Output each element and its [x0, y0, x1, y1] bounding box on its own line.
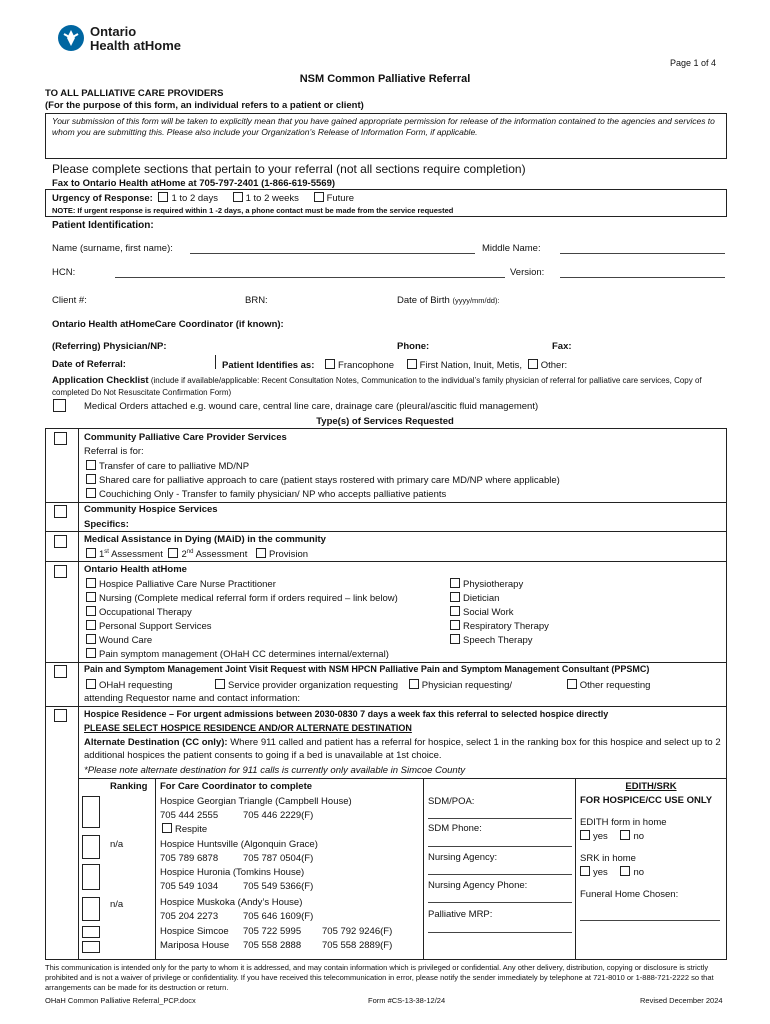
ohah-left-5[interactable]: Wound Care	[86, 634, 152, 646]
edith-sub: FOR HOSPICE/CC USE ONLY	[580, 795, 713, 806]
checkbox-icon[interactable]	[86, 634, 96, 644]
rank-box-6[interactable]	[82, 941, 100, 953]
checkbox-icon[interactable]	[580, 866, 590, 876]
logo-line2: Health atHome	[90, 38, 182, 53]
checkbox-icon[interactable]	[86, 460, 96, 470]
page-number: Page 1 of 4	[670, 58, 717, 68]
checkbox-icon[interactable]	[168, 548, 178, 558]
row-line	[45, 662, 727, 663]
identifies-other[interactable]: Other:	[528, 360, 567, 371]
checkbox-icon[interactable]	[450, 578, 460, 588]
physician-label: (Referring) Physician/NP:	[52, 341, 167, 352]
hcn-label: HCN:	[52, 267, 76, 278]
ohah-right-1[interactable]: Physiotherapy	[450, 578, 523, 590]
psm-ohah[interactable]: OHaH requesting	[86, 680, 172, 691]
edith-label: EDITH form in home	[580, 817, 667, 828]
dob-label: Date of Birth (yyyy/mm/dd):	[397, 295, 500, 306]
checkbox-icon[interactable]	[233, 192, 243, 202]
pc-option-2[interactable]: Shared care for palliative approach to care (patient stays rostered with primary care MD/NP where applicable)	[86, 474, 560, 486]
middle-label: Middle Name:	[482, 243, 541, 254]
logo-line1: Ontario	[90, 24, 137, 39]
checkbox-icon[interactable]	[407, 359, 417, 369]
hospice-2-fax: 705 787 0504(F)	[243, 853, 314, 864]
name-field[interactable]	[190, 253, 475, 254]
hospice-4-fax: 705 646 1609(F)	[243, 911, 314, 922]
hospice-4-name: Hospice Muskoka (Andy’s House)	[160, 897, 303, 908]
checkbox-icon[interactable]	[325, 359, 335, 369]
mariposa-phone: 705 558 2888	[243, 940, 302, 951]
mrp-label: Palliative MRP:	[428, 909, 493, 920]
edith-no[interactable]: no	[620, 831, 644, 842]
form-title: NSM Common Palliative Referral	[299, 73, 471, 85]
rank-na-4: n/a	[110, 899, 124, 910]
urgency-future[interactable]: Future	[314, 193, 354, 204]
nursing-agency-label: Nursing Agency:	[428, 852, 498, 863]
identifies-row: Patient Identifies as: Francophone First Nation, Inuit, Metis, Other:	[222, 360, 568, 371]
confidential-notice: This communication is intended only for the party to whom it is addressed, and may contain information which is privileged or confidential. Any other delivery, distribution, copying or disclosure is strictly prohibited and is not a waiver of privilege or confidentiality. If you have received this telecommunication in error, please notify the sender immediately by telephone at 721-8010 or 1-888-721-2222 so that arrangements can be made for its destruction or return.	[45, 963, 714, 992]
nursing-phone-label: Nursing Agency Phone:	[428, 880, 528, 891]
divider	[215, 355, 216, 369]
rank-box-4[interactable]	[82, 897, 100, 921]
footer-revised: Revised December 2024	[640, 996, 723, 1005]
hospice-3-name: Hospice Huronia (Tomkins House)	[160, 867, 305, 878]
maid-second-assessment[interactable]: 2nd Assessment	[168, 549, 247, 560]
ohah-pain[interactable]: Pain symptom management (OHaH CC determines internal/external)	[86, 648, 389, 660]
referral-for: Referral is for:	[84, 446, 144, 457]
hospice-1-name: Hospice Georgian Triangle (Campbell House)	[160, 796, 352, 807]
row-line	[45, 706, 727, 707]
psm-title: Pain and Symptom Management Joint Visit Request with NSM HPCN Palliative Pain and Symptom Management Consultant (PPSMC)	[84, 664, 650, 674]
hospice-specifics: Specifics:	[84, 519, 129, 530]
ohah-left-2[interactable]: Nursing (Complete medical referral form if orders required – link below)	[86, 592, 398, 604]
psm-options	[86, 679, 650, 691]
funeral-field[interactable]	[580, 920, 720, 921]
phone-label: Phone:	[397, 341, 430, 352]
residence-alt: Alternate Destination (CC only): Where 911 called and patient has a referral for hospice, select 1 in the ranking box for this hospice and select up to 2 additional hospices the patient consents to going if a bed is unavailable at 1st choice.	[84, 737, 721, 761]
medical-orders-checkbox[interactable]	[53, 399, 66, 412]
checkbox-icon[interactable]	[86, 620, 96, 630]
nursing-phone-field[interactable]	[428, 902, 572, 903]
sdm-phone-field[interactable]	[428, 846, 572, 847]
maid-first-assessment[interactable]: 1st Assessment	[86, 549, 163, 560]
hospice-2-name: Hospice Huntsville (Algonquin Grace)	[160, 839, 318, 850]
checkbox-icon[interactable]	[620, 830, 630, 840]
coordinator-label: Ontario Health atHomeCare Coordinator (if known):	[52, 319, 284, 330]
name-label: Name (surname, first name):	[52, 243, 173, 254]
date-referral-label: Date of Referral:	[52, 359, 126, 370]
community-pc-title: Community Palliative Care Provider Services	[84, 432, 287, 443]
services-heading: Type(s) of Services Requested	[316, 416, 454, 427]
hospice-2-phone: 705 789 6878	[160, 853, 219, 864]
simcoe-phone: 705 722 5995	[243, 926, 302, 937]
checkbox-icon[interactable]	[86, 488, 96, 498]
rank-box-2[interactable]	[82, 835, 100, 859]
checkbox-icon[interactable]	[86, 679, 96, 689]
consent-text: Your submission of this form will be taken to explicitly mean that you have gained appropriate permission for release of the information contained to the agencies and services to whom you are submitting this. Please also include your Organization’s Release of Information Form, if applicable.	[52, 116, 715, 138]
coordinator-complete: For Care Coordinator to complete	[160, 781, 313, 792]
hospice-4-phone: 705 204 2273	[160, 911, 219, 922]
residence-note: *Please note alternate destination for 911 calls is currently only available in Simcoe County	[84, 765, 466, 776]
checkbox-icon[interactable]	[567, 679, 577, 689]
checkbox-icon[interactable]	[86, 474, 96, 484]
ohah-left-1[interactable]: Hospice Palliative Care Nurse Practitioner	[86, 578, 276, 590]
edith-yes[interactable]: yes	[580, 831, 608, 842]
urgency-1-2-weeks[interactable]: 1 to 2 weeks	[233, 193, 299, 204]
row-line	[45, 561, 727, 562]
funeral-label: Funeral Home Chosen:	[580, 889, 679, 900]
residence-select: PLEASE SELECT HOSPICE RESIDENCE AND/OR ALTERNATE DESTINATION	[84, 723, 412, 733]
rank-box-5[interactable]	[82, 926, 100, 938]
grid-divider	[155, 778, 156, 960]
middle-field[interactable]	[560, 253, 725, 254]
sdm-phone-label: SDM Phone:	[428, 823, 482, 834]
checkbox-icon[interactable]	[256, 548, 266, 558]
checkbox-icon[interactable]	[450, 634, 460, 644]
simcoe-fax: 705 792 9246(F)	[322, 926, 393, 937]
grid-divider	[575, 778, 576, 960]
checkbox-icon[interactable]	[450, 606, 460, 616]
checkbox-icon[interactable]	[620, 866, 630, 876]
checklist: Application Checklist (include if available/applicable: Recent Consultation Notes, Communication to the individual’s family physician of referral for palliative care services, Copy of completed Do Not Resuscitate Confirmation Form)	[52, 375, 702, 398]
row-line	[45, 531, 727, 532]
urgency-1-2-days[interactable]: 1 to 2 days	[158, 193, 217, 204]
footer-file: OHaH Common Palliative Referral_PCP.docx	[45, 996, 196, 1005]
pc-option-3[interactable]: Couchiching Only - Transfer to family physician/ NP who accepts palliative patients	[86, 488, 446, 500]
checkbox-icon[interactable]	[86, 548, 96, 558]
ranking-header: Ranking	[110, 781, 148, 792]
sdm-poa-field[interactable]	[428, 818, 572, 819]
hospice-1-phone: 705 444 2555	[160, 810, 219, 821]
checkbox-icon[interactable]	[86, 592, 96, 602]
identifies-francophone[interactable]: Francophone	[325, 360, 394, 371]
row-line	[45, 502, 727, 503]
ohah-right-2[interactable]: Dietician	[450, 592, 499, 604]
ohah-title: Ontario Health atHome	[84, 564, 187, 575]
identifies-fnim[interactable]: First Nation, Inuit, Metis,	[407, 360, 522, 371]
pc-option-1[interactable]: Transfer of care to palliative MD/NP	[86, 460, 249, 472]
client-label: Client #:	[52, 295, 87, 306]
maid-provision[interactable]: Provision	[256, 549, 308, 560]
ohah-right-4[interactable]: Respiratory Therapy	[450, 620, 549, 632]
footer-form: Form #CS-13-38-12/24	[368, 996, 446, 1005]
srk-options	[580, 866, 644, 878]
simcoe-name: Hospice Simcoe	[160, 926, 229, 937]
hospice-services-title: Community Hospice Services	[84, 504, 218, 515]
rank-box-1[interactable]	[82, 796, 100, 828]
sdm-poa-label: SDM/POA:	[428, 796, 475, 807]
srk-label: SRK in home	[580, 853, 636, 864]
psm-checkbox[interactable]	[54, 665, 67, 678]
checkbox-icon[interactable]	[162, 823, 172, 833]
hospice-services-checkbox[interactable]	[54, 505, 67, 518]
community-pc-checkbox[interactable]	[54, 432, 67, 445]
table-divider	[78, 428, 79, 960]
psm-physician[interactable]: Physician requesting/	[409, 680, 512, 691]
brn-label: BRN:	[245, 295, 268, 306]
checkbox-icon[interactable]	[86, 606, 96, 616]
checkbox-icon[interactable]	[580, 830, 590, 840]
checkbox-icon[interactable]	[158, 192, 168, 202]
logo	[57, 24, 197, 54]
urgency-label: Urgency of Response:	[52, 193, 153, 204]
hcn-field[interactable]	[115, 277, 505, 278]
ohah-checkbox[interactable]	[54, 565, 67, 578]
ohah-right-3[interactable]: Social Work	[450, 606, 514, 618]
maid-options	[86, 548, 308, 560]
version-label: Version:	[510, 267, 545, 278]
trillium-logo-icon	[57, 24, 85, 52]
checkbox-icon[interactable]	[314, 192, 324, 202]
mrp-field[interactable]	[428, 932, 572, 933]
residence-checkbox[interactable]	[54, 709, 67, 722]
hospice-1-respite[interactable]: Respite	[162, 823, 207, 835]
complete-heading: Please complete sections that pertain to your referral (not all sections require completion)	[52, 162, 526, 176]
urgency-row	[52, 192, 354, 204]
hospice-3-fax: 705 549 5366(F)	[243, 881, 314, 892]
nursing-agency-field[interactable]	[428, 874, 572, 875]
srk-no[interactable]: no	[620, 867, 644, 878]
edith-options	[580, 830, 644, 842]
medical-orders: Medical Orders attached e.g. wound care, central line care, drainage care (pleural/ascitic fluid management)	[84, 401, 539, 412]
hospice-1-fax: 705 446 2229(F)	[243, 810, 314, 821]
version-field[interactable]	[560, 277, 725, 278]
srk-yes[interactable]: yes	[580, 867, 608, 878]
purpose-line: (For the purpose of this form, an individual refers to a patient or client)	[45, 100, 364, 111]
checkbox-icon[interactable]	[215, 679, 225, 689]
checkbox-icon[interactable]	[409, 679, 419, 689]
checkbox-icon[interactable]	[450, 592, 460, 602]
fax-label: Fax:	[552, 341, 572, 352]
maid-title: Medical Assistance in Dying (MAiD) in the community	[84, 534, 326, 545]
mariposa-fax: 705 558 2889(F)	[322, 940, 393, 951]
rank-box-3[interactable]	[82, 864, 100, 890]
grid-divider	[423, 778, 424, 960]
fax-line: Fax to Ontario Health atHome at 705-797-2401 (1-866-619-5569)	[52, 178, 336, 189]
checkbox-icon[interactable]	[450, 620, 460, 630]
ohah-left-3[interactable]: Occupational Therapy	[86, 606, 192, 618]
urgency-note: NOTE: If urgent response is required within 1 -2 days, a phone contact must be made from the service requested	[52, 206, 454, 215]
residence-title: Hospice Residence – For urgent admissions between 2030-0830 7 days a week fax this referral to selected hospice directly	[84, 709, 609, 719]
checkbox-icon[interactable]	[86, 648, 96, 658]
checkbox-icon[interactable]	[86, 578, 96, 588]
maid-checkbox[interactable]	[54, 535, 67, 548]
ohah-left-4[interactable]: Personal Support Services	[86, 620, 211, 632]
to-line: TO ALL PALLIATIVE CARE PROVIDERS	[45, 88, 224, 99]
edith-heading: EDITH/SRK	[625, 781, 677, 792]
ohah-right-5[interactable]: Speech Therapy	[450, 634, 533, 646]
rank-na-2: n/a	[110, 839, 124, 850]
patient-heading: Patient Identification:	[52, 220, 154, 231]
mariposa-name: Mariposa House	[160, 940, 230, 951]
psm-sp[interactable]: Service provider organization requesting	[215, 680, 398, 691]
grid-top	[78, 778, 727, 779]
psm-attending: attending Requestor name and contact information:	[84, 693, 300, 704]
checkbox-icon[interactable]	[528, 359, 538, 369]
hospice-3-phone: 705 549 1034	[160, 881, 219, 892]
psm-other[interactable]: Other requesting	[567, 680, 651, 691]
